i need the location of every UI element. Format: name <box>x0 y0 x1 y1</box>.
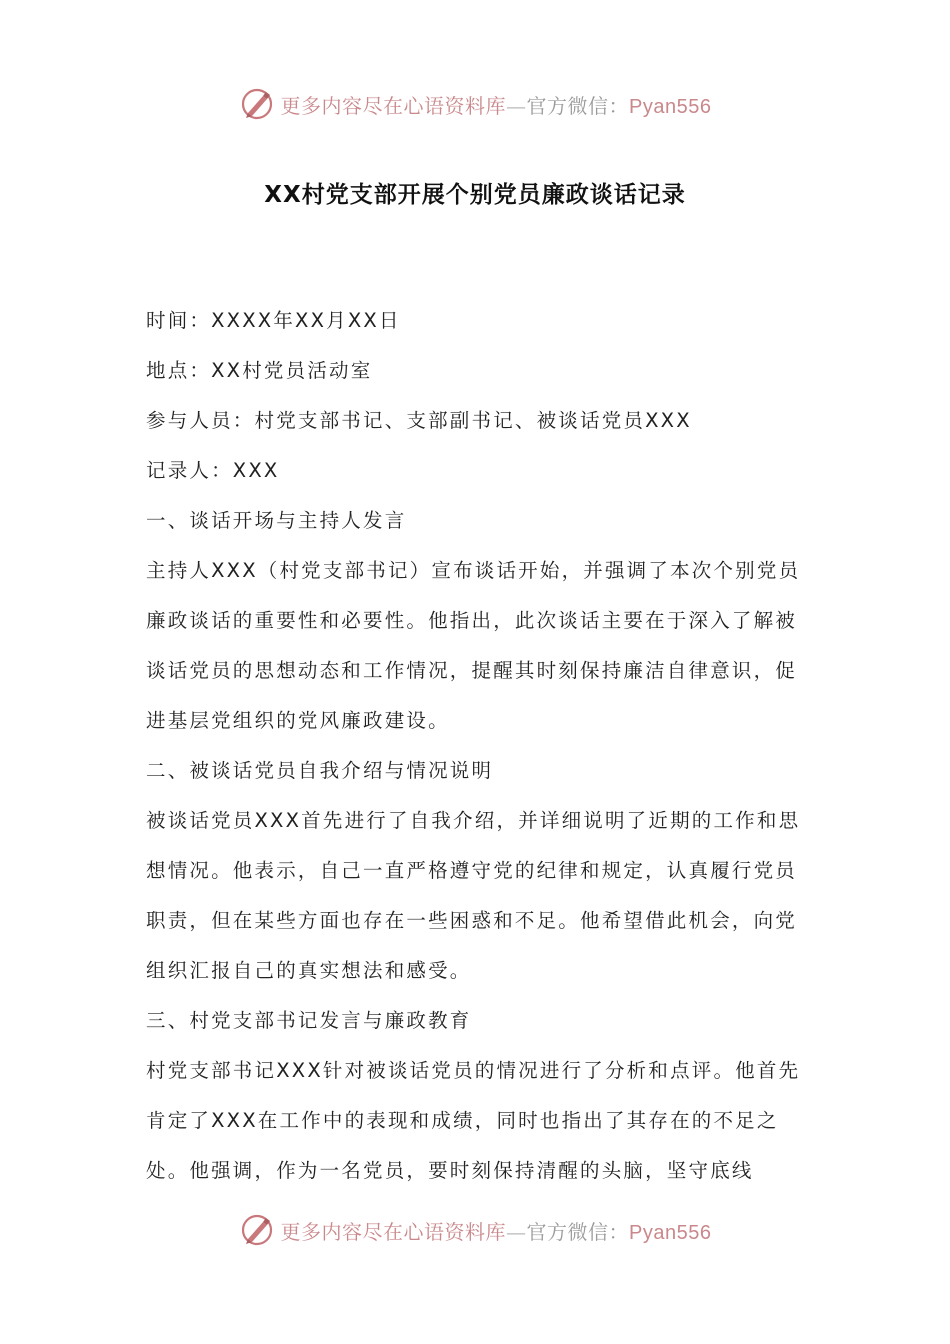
watermark-slogan: 更多内容尽在心语资料库 <box>280 1219 507 1244</box>
header-watermark-banner <box>0 82 950 126</box>
watermark-text <box>281 90 712 119</box>
watermark-slogan: 更多内容尽在心语资料库 <box>280 93 507 118</box>
pen-logo-icon <box>239 86 275 122</box>
document-body <box>146 296 814 1196</box>
watermark-wechat-label: 官方微信： <box>526 1219 630 1244</box>
meta-recorder: 记录人：XXX <box>146 459 280 482</box>
meta-participants: 参与人员：村党支部书记、支部副书记、被谈话党员XXX <box>146 409 692 432</box>
document-title: XX村党支部开展个别党员廉政谈话记录 <box>264 182 686 208</box>
meta-time: 时间：XXXX年XX月XX日 <box>146 309 401 332</box>
section-heading-2: 二、被谈话党员自我介绍与情况说明 <box>146 759 494 782</box>
section-heading-1: 一、谈话开场与主持人发言 <box>146 509 407 532</box>
watermark-dash: — <box>506 1219 527 1244</box>
pen-logo-icon <box>239 1212 275 1248</box>
watermark-dash: — <box>506 93 527 118</box>
section-heading-3: 三、村党支部书记发言与廉政教育 <box>146 1009 472 1032</box>
watermark-wechat-id: Pyan556 <box>629 1221 712 1244</box>
meta-location: 地点：XX村党员活动室 <box>146 359 373 382</box>
footer-watermark-banner <box>0 1208 950 1252</box>
watermark-text <box>281 1216 712 1245</box>
section-body-3: 村党支部书记XXX针对被谈话党员的情况进行了分析和点评。他首先肯定了XXX在工作中的表现和成绩，同时也指出了其存在的不足之处。他强调，作为一名党员，要时刻保持清醒的头脑，坚守底线 <box>146 1059 801 1182</box>
watermark-wechat-label: 官方微信： <box>526 93 630 118</box>
section-body-1: 主持人XXX（村党支部书记）宣布谈话开始，并强调了本次个别党员廉政谈话的重要性和必要性。他指出，此次谈话主要在于深入了解被谈话党员的思想动态和工作情况，提醒其时刻保持廉洁自律意识，促进基层党组织的党风廉政建设。 <box>146 559 801 732</box>
watermark-wechat-id: Pyan556 <box>629 95 712 118</box>
section-body-2: 被谈话党员XXX首先进行了自我介绍，并详细说明了近期的工作和思想情况。他表示，自己一直严格遵守党的纪律和规定，认真履行党员职责，但在某些方面也存在一些困惑和不足。他希望借此机会，向党组织汇报自己的真实想法和感受。 <box>146 809 801 982</box>
